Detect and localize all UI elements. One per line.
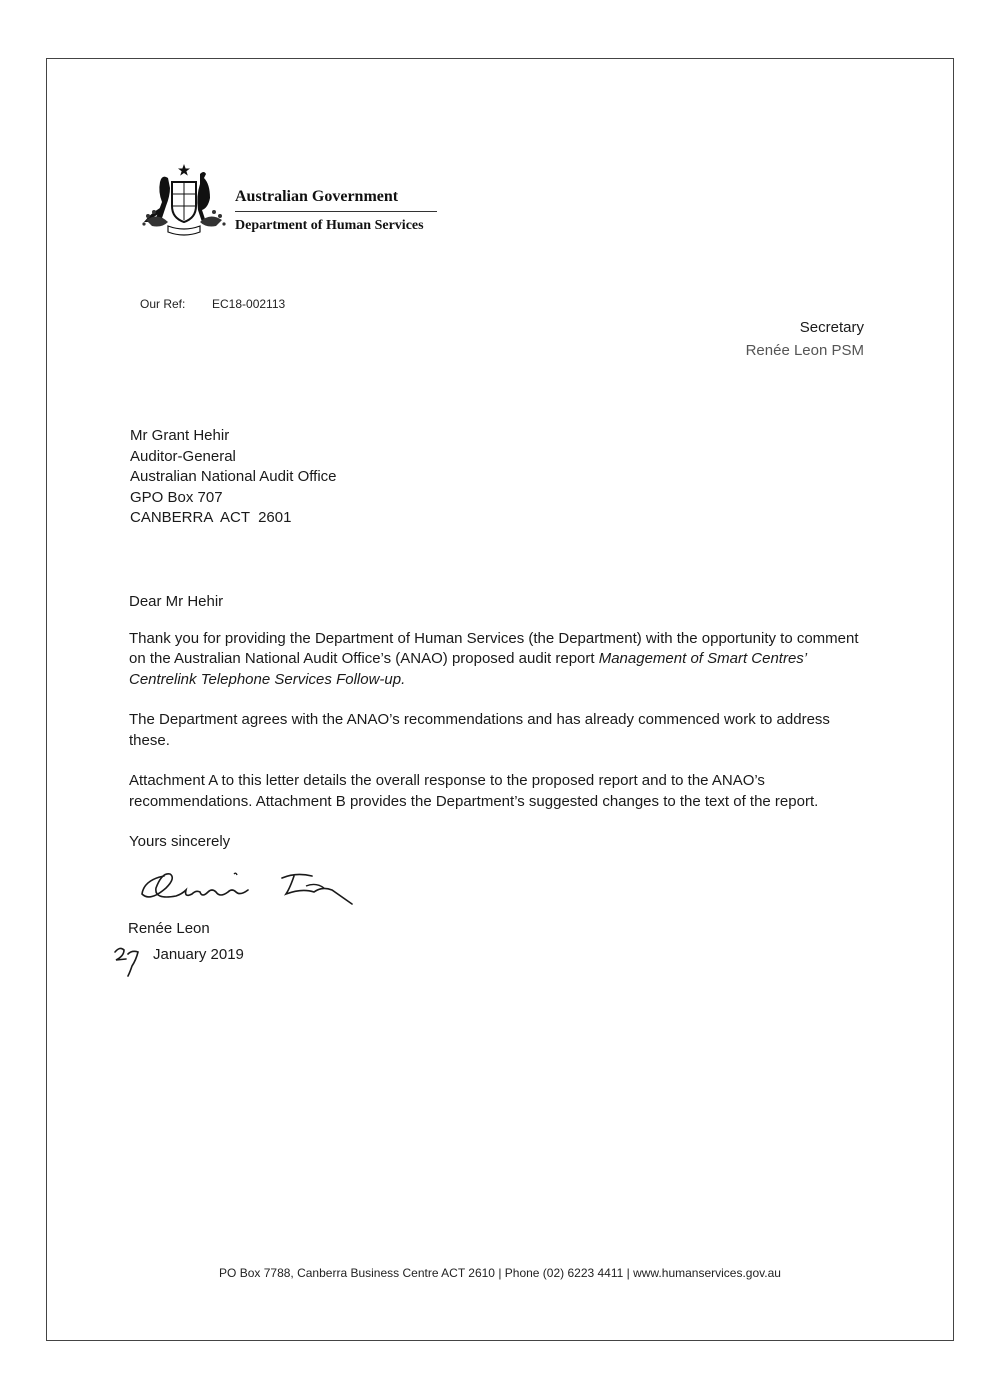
reference-value: EC18-002113 <box>212 297 286 311</box>
department-name: Department of Human Services <box>235 218 424 233</box>
paragraph-2: The Department agrees with the ANAO’s recommendations and has already commenced work to address these. <box>129 711 830 749</box>
reference-label: Our Ref: <box>140 297 186 311</box>
paragraph-1-text: Thank you for providing the Department of Human Services (the Department) with the opportunity to comment on the Australian National Audit Office’s (ANAO) proposed audit report <box>129 629 859 667</box>
address-line: Auditor-General <box>130 447 236 465</box>
address-line: GPO Box 707 <box>130 488 223 506</box>
paragraph-1 <box>129 629 869 691</box>
handwritten-date <box>112 944 142 978</box>
recipient-address <box>130 426 337 529</box>
sender-name: Renée Leon PSM <box>745 342 864 359</box>
letter-body <box>129 592 869 853</box>
letterhead <box>235 187 437 235</box>
coat-of-arms-icon <box>138 162 230 238</box>
letter-date: January 2019 <box>153 946 244 963</box>
address-line: Australian National Audit Office <box>130 468 337 485</box>
signatory-name: Renée Leon <box>128 920 210 937</box>
address-line: Mr Grant Hehir <box>130 427 230 444</box>
footer-contact: PO Box 7788, Canberra Business Centre ACT 2610 | Phone (02) 6223 4411 | www.humanservices.gov.au <box>219 1266 781 1280</box>
handwritten-signature <box>136 858 366 918</box>
government-name: Australian Government <box>235 187 437 212</box>
reference-line <box>140 297 286 311</box>
report-title: Management of Smart Centres’ Centrelink Telephone Services Follow-up. <box>129 650 807 688</box>
address-line: CANBERRA ACT 2601 <box>130 509 292 526</box>
sender-block <box>746 316 864 362</box>
closing: Yours sincerely <box>129 833 231 850</box>
paragraph-3: Attachment A to this letter details the overall response to the proposed report and to the ANAO’s recommendations. Attachment B provides the Department’s suggested changes to the text of the report. <box>129 772 819 810</box>
salutation: Dear Mr Hehir <box>129 593 224 610</box>
sender-title: Secretary <box>799 319 864 336</box>
